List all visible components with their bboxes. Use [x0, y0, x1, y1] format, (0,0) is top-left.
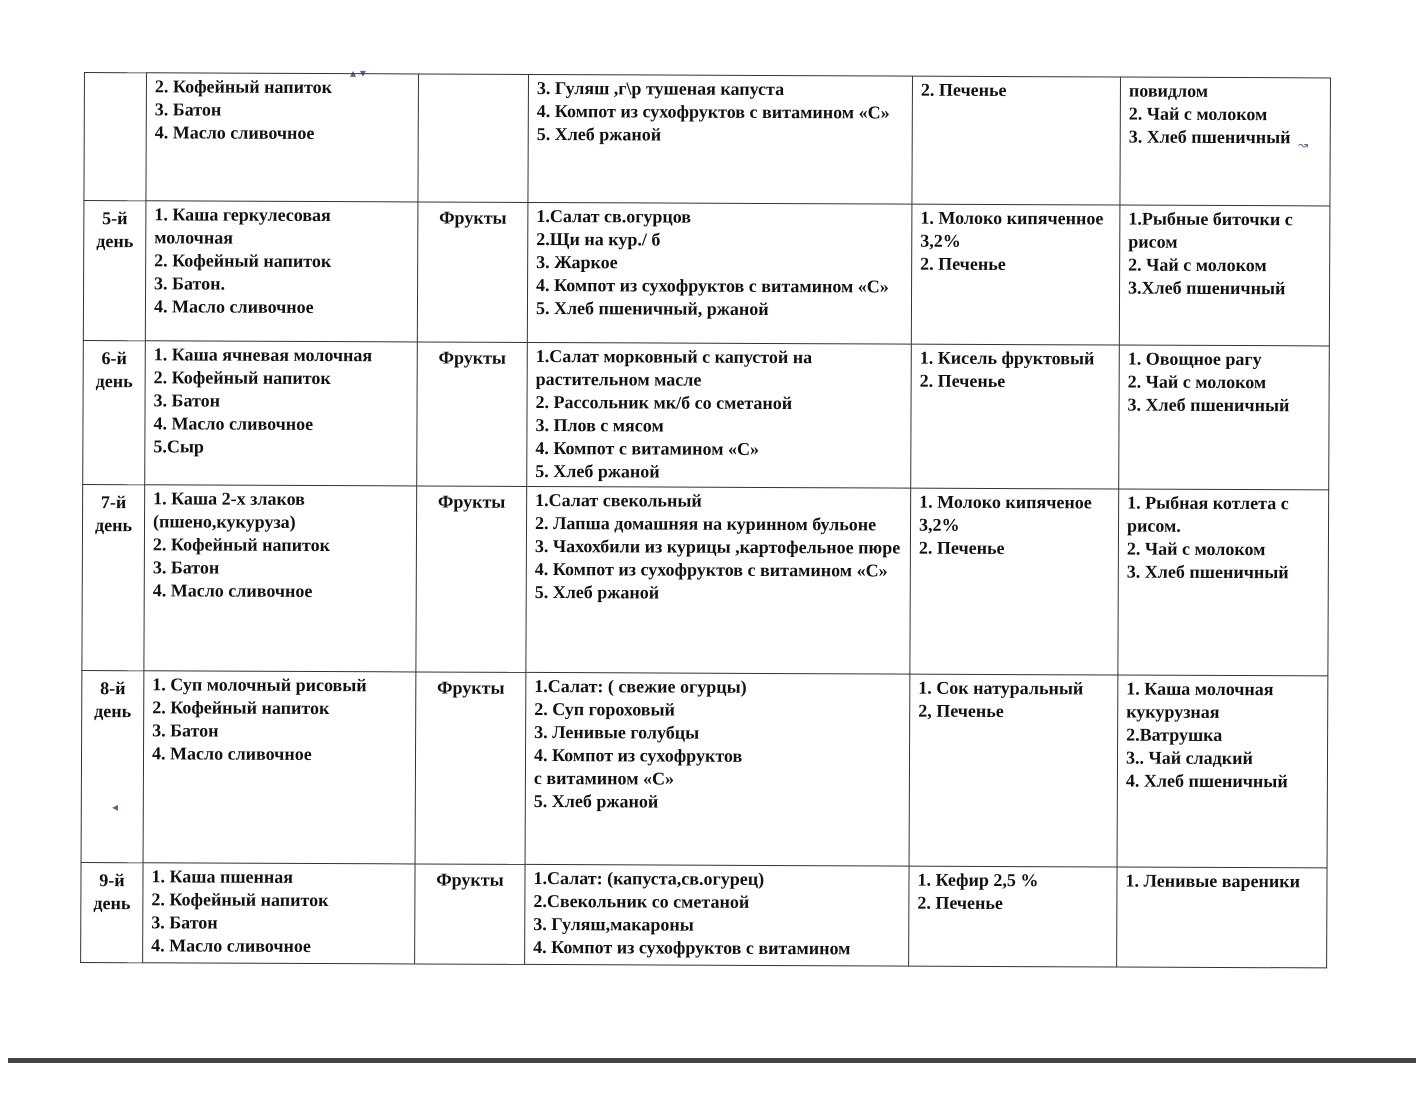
breakfast-cell: 1. Каша ячневая молочная 2. Кофейный напиток 3. Батон 4. Масло сливочное 5.Сыр: [145, 341, 418, 486]
afternoon-snack-cell: 1. Сок натуральный 2, Печенье: [909, 674, 1118, 867]
breakfast-cell: 1. Каша пшенная 2. Кофейный напиток 3. Батон 4. Масло сливочное: [143, 863, 415, 964]
breakfast-cell: 1. Каша 2-х злаков (пшено,кукуруза) 2. Кофейный напиток 3. Батон 4. Масло сливочное: [144, 485, 417, 672]
day-cell: 5-й день: [83, 201, 146, 341]
second-breakfast-cell: Фрукты: [415, 864, 525, 964]
table-row: [83, 340, 1330, 489]
afternoon-snack-cell: 2. Печенье: [912, 76, 1121, 205]
table-row: [82, 484, 1329, 675]
day-cell: 8-й день: [81, 670, 144, 862]
breakfast-cell: 2. Кофейный напиток 3. Батон 4. Масло сливочное: [146, 73, 419, 202]
day-cell: [84, 73, 147, 201]
table-row: [81, 862, 1327, 967]
table-row: [81, 670, 1328, 867]
second-breakfast-cell: Фрукты: [417, 202, 528, 342]
afternoon-snack-cell: 1. Кефир 2,5 % 2. Печенье: [909, 866, 1117, 967]
lunch-cell: 3. Гуляш ,г\р тушеная капуста 4. Компот из сухофруктов с витамином «С» 5. Хлеб ржаной: [528, 74, 913, 204]
dinner-cell: 1. Овощное рагу 2. Чай с молоком 3. Хлеб пшеничный: [1119, 345, 1330, 490]
breakfast-cell: 1. Каша геркулесовая молочная 2. Кофейный напиток 3. Батон. 4. Масло сливочное: [145, 201, 418, 342]
menu-table: [80, 72, 1331, 968]
table-row: [84, 73, 1331, 206]
afternoon-snack-cell: 1. Кисель фруктовый 2. Печенье: [911, 344, 1120, 489]
dinner-cell: 1. Ленивые вареники: [1117, 867, 1327, 968]
lunch-cell: 1.Салат: ( свежие огурцы) 2. Суп гороховый 3. Ленивые голубцы 4. Компот из сухофруктов с витамином «С» 5. Хлеб ржаной: [525, 672, 910, 866]
day-cell: 9-й день: [81, 862, 143, 962]
pen-mark: ↝: [1298, 138, 1309, 152]
breakfast-cell: 1. Суп молочный рисовый 2. Кофейный напиток 3. Батон 4. Масло сливочное: [143, 671, 416, 864]
day-cell: 7-й день: [82, 484, 145, 670]
dinner-cell: 1. Рыбная котлета с рисом. 2. Чай с молоком 3. Хлеб пшеничный: [1118, 489, 1329, 676]
scan-speck: ▴ ▾: [350, 66, 366, 80]
lunch-cell: 1.Салат свекольный 2. Лапша домашняя на куринном бульоне 3. Чахохбили из курицы ,картофельное пюре 4. Компот из сухофруктов с витамином «С» 5. Хлеб ржаной: [526, 486, 911, 674]
dinner-cell: 1. Каша молочная кукурузная 2.Ватрушка 3.. Чай сладкий 4. Хлеб пшеничный: [1117, 675, 1328, 868]
table-row: [83, 201, 1330, 346]
scan-edge-line: [8, 1058, 1416, 1063]
dinner-cell: 1.Рыбные биточки с рисом 2. Чай с молоком 3.Хлеб пшеничный: [1119, 205, 1330, 346]
afternoon-snack-cell: 1. Молоко кипяченное 3,2% 2. Печенье: [911, 204, 1120, 345]
second-breakfast-cell: [418, 74, 529, 202]
dinner-cell: повидлом 2. Чай с молоком 3. Хлеб пшеничный: [1120, 77, 1331, 206]
pen-mark: ◂: [112, 800, 119, 814]
second-breakfast-cell: Фрукты: [416, 486, 527, 672]
second-breakfast-cell: Фрукты: [417, 342, 528, 486]
second-breakfast-cell: Фрукты: [415, 672, 526, 864]
afternoon-snack-cell: 1. Молоко кипяченое 3,2% 2. Печенье: [910, 488, 1119, 675]
lunch-cell: 1.Салат: (капуста,св.огурец) 2.Свекольник со сметаной 3. Гуляш,макароны 4. Компот из сухофруктов с витамином: [525, 864, 909, 966]
lunch-cell: 1.Салат св.огурцов 2.Щи на кур./ б 3. Жаркое 4. Компот из сухофруктов с витамином «С» 5. Хлеб пшеничный, ржаной: [527, 202, 912, 344]
lunch-cell: 1.Салат морковный с капустой на растительном масле 2. Рассольник мк/б со сметаной 3. Плов с мясом 4. Компот с витамином «С» 5. Хлеб ржаной: [527, 342, 912, 488]
day-cell: 6-й день: [83, 340, 146, 484]
